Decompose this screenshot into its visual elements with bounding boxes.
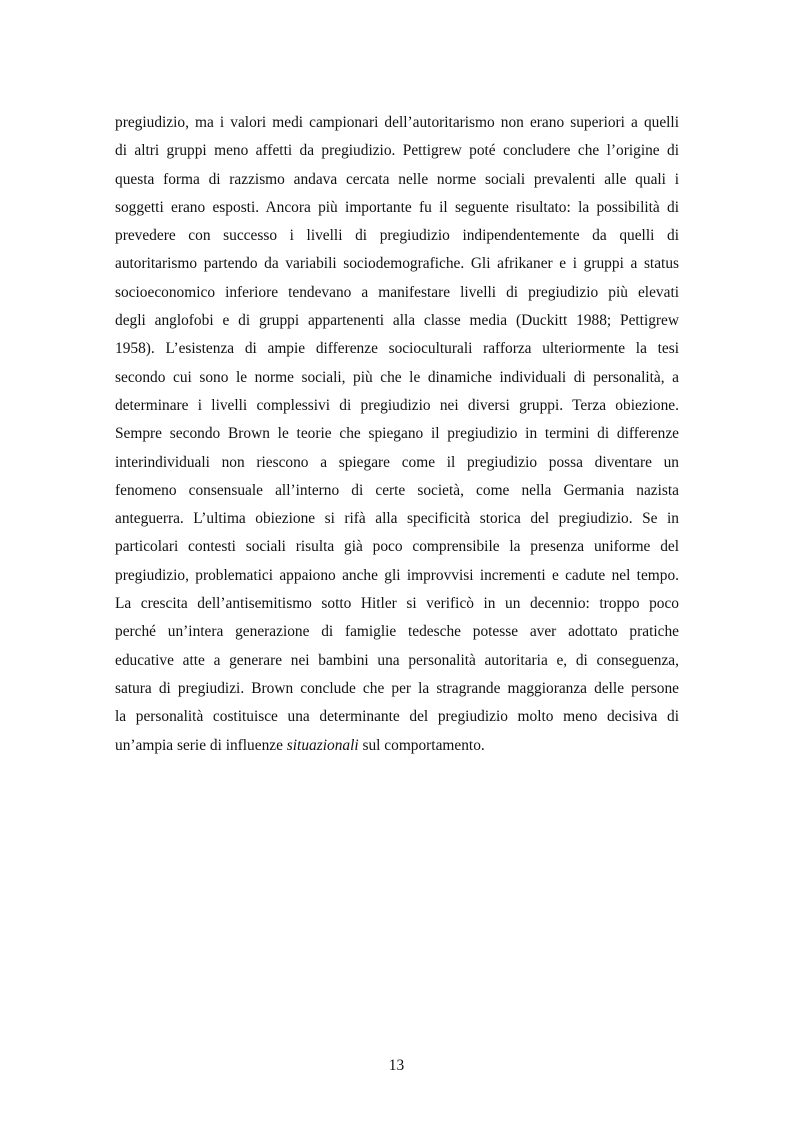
final-line-text-end: sul comportamento. <box>358 736 485 754</box>
final-line-text: un’ampia serie di influenze <box>115 736 287 754</box>
text-line: questa forma di razzismo andava cercata nelle norme sociali prevalenti alle quali i <box>115 170 679 188</box>
text-line: 1958). L’esistenza di ampie differenze socioculturali rafforza ulteriormente la tesi <box>115 340 679 358</box>
text-line: pregiudizio, ma i valori medi campionari dell’autoritarismo non erano superiori a quelli <box>115 114 679 131</box>
text-line: prevedere con successo i livelli di pregiudizio indipendentemente da quelli di <box>115 227 679 245</box>
text-line: interindividuali non riescono a spiegare come il pregiudizio possa diventare un <box>115 453 679 471</box>
text-line: determinare i livelli complessivi di pregiudizio nei diversi gruppi. Terza obiezione. <box>115 396 679 414</box>
text-line: autoritarismo partendo da variabili sociodemografiche. Gli afrikaner e i gruppi a status <box>115 255 679 273</box>
text-line: anteguerra. L’ultima obiezione si rifà alla specificità storica del pregiudizio. Se in <box>115 510 679 528</box>
text-line: socioeconomico inferiore tendevano a manifestare livelli di pregiudizio più elevati <box>115 283 679 301</box>
body-paragraph <box>115 109 679 760</box>
text-line: soggetti erano esposti. Ancora più importante fu il seguente risultato: la possibilità di <box>115 198 679 216</box>
text-line-final <box>115 732 679 760</box>
page-number: 13 <box>388 1057 405 1074</box>
text-line: Sempre secondo Brown le teorie che spiegano il pregiudizio in termini di differenze <box>115 425 679 443</box>
text-line: pregiudizio, problematici appaiono anche gli improvvisi incrementi e cadute nel tempo. <box>115 566 679 584</box>
text-line: di altri gruppi meno affetti da pregiudizio. Pettigrew poté concludere che l’origine di <box>115 142 679 160</box>
italic-term: situazionali <box>286 736 359 754</box>
text-line: degli anglofobi e di gruppi appartenenti alla classe media (Duckitt 1988; Pettigrew <box>115 312 679 330</box>
text-line: satura di pregiudizi. Brown conclude che per la stragrande maggioranza delle persone <box>115 679 679 697</box>
text-line: particolari contesti sociali risulta già poco comprensibile la presenza uniforme del <box>115 538 679 556</box>
text-line: la personalità costituisce una determinante del pregiudizio molto meno decisiva di <box>115 708 679 726</box>
text-line: perché un’intera generazione di famiglie tedesche potesse aver adottato pratiche <box>115 623 679 641</box>
text-line: La crescita dell’antisemitismo sotto Hitler si verificò in un decennio: troppo poco <box>115 595 679 613</box>
text-line: secondo cui sono le norme sociali, più che le dinamiche individuali di personalità, a <box>115 368 679 386</box>
text-line: educative atte a generare nei bambini una personalità autoritaria e, di conseguenza, <box>115 651 679 669</box>
text-line: fenomeno consensuale all’interno di certe società, come nella Germania nazista <box>115 481 679 499</box>
